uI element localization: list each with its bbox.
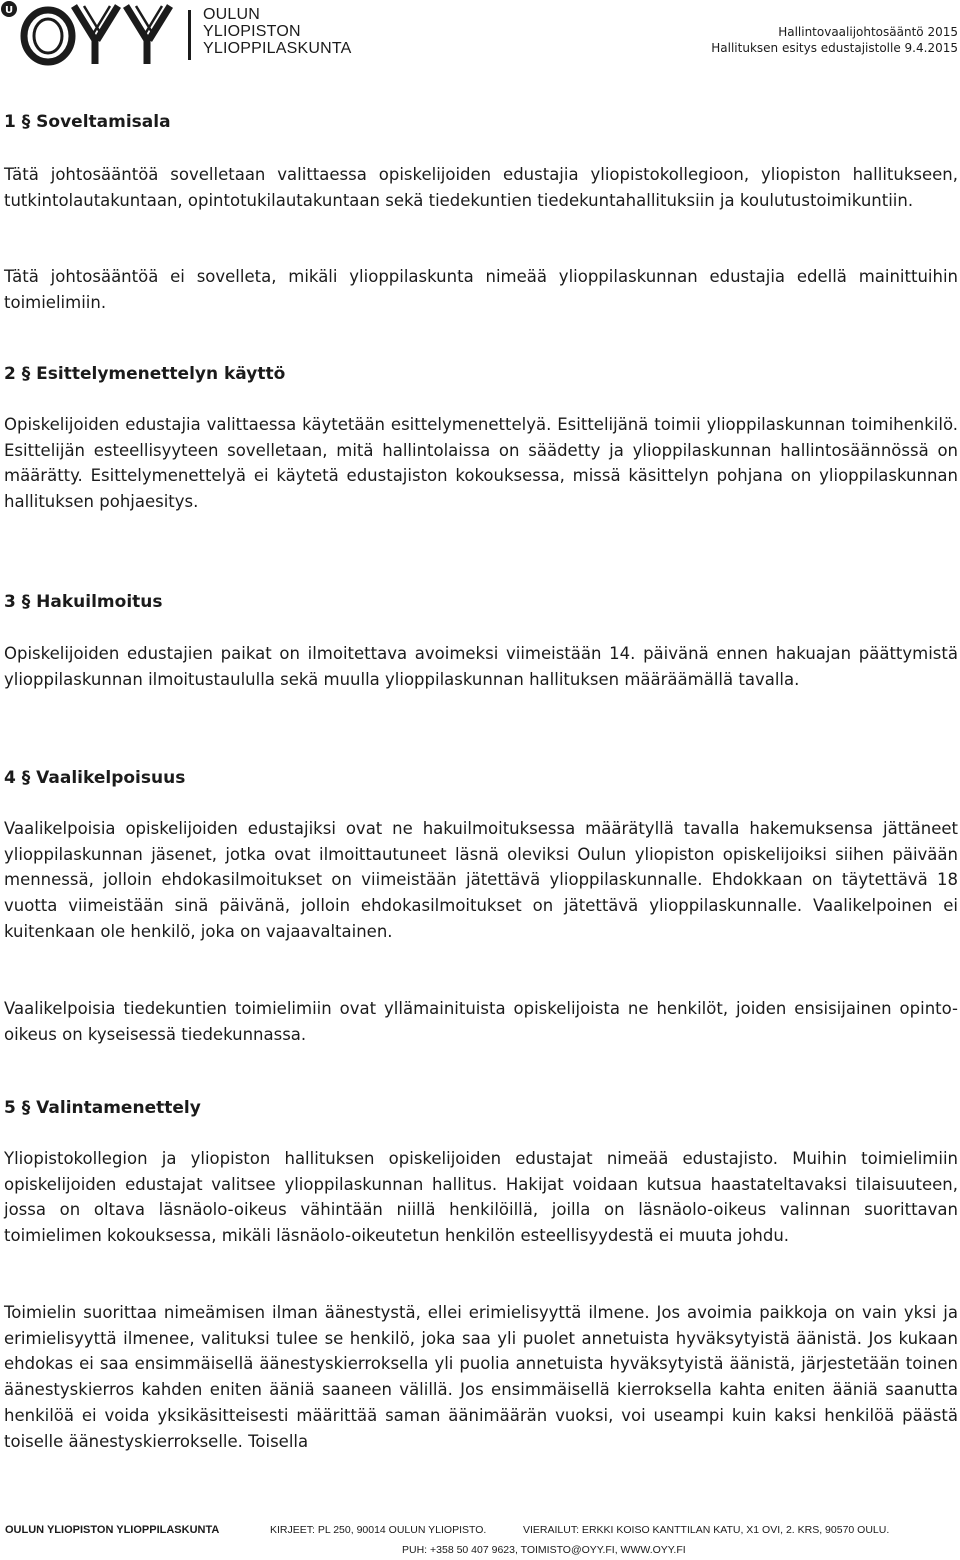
footer-visit-address: VIERAILUT: ERKKI KOISO KANTTILAN KATU, X1 OVI, 2. KRS, 90570 OULU.	[523, 1524, 890, 1536]
section-paragraph: Vaalikelpoisia tiedekuntien toimielimiin ovat yllämainituista opiskelijoista ne henkilöt, joiden ensisijainen opinto-oikeus on kyseisessä tiedekunnassa.	[4, 999, 958, 1044]
section-heading: 3 § Hakuilmoitus	[4, 592, 163, 612]
footer-org: OULUN YLIOPISTON YLIOPPILASKUNTA	[5, 1524, 220, 1536]
section-paragraph: Yliopistokollegion ja yliopiston hallituksen opiskelijoiden edustajat nimeää edustajisto. Muihin toimielimiin opiskelijoiden edustajat valitsee ylioppilaskunnan hallitus. Hakijat voidaan kutsua haastateltavaksi tilaisuuteen, jossa on oltava läsnäolo-oikeus vähintään niillä henkilöillä, joilla on läsnäolo-oikeus valinnan suorittavan toimielimen kokouksessa, mikäli läsnäolo-oikeutetun henkilön esteellisyydestä ei muuta johdu.	[4, 1149, 958, 1246]
section-paragraph: Tätä johtosääntöä sovelletaan valittaessa opiskelijoiden edustajia yliopistokollegioon, yliopiston hallitukseen, tutkintolautakuntaan, opintotukilautakuntaan sekä tiedekuntien tiedekuntahallituksiin ja koulutustoimikuntiin.	[4, 165, 958, 210]
section-heading: 1 § Soveltamisala	[4, 112, 171, 132]
org-name-line: YLIOPISTON	[203, 23, 301, 40]
org-name-line: OULUN	[203, 6, 261, 23]
section-paragraph: Tätä johtosääntöä ei sovelleta, mikäli ylioppilaskunta nimeää ylioppilaskunnan edustajia edellä mainittuihin toimielimiin.	[4, 267, 958, 312]
footer-postal-address: KIRJEET: PL 250, 90014 OULUN YLIOPISTO.	[270, 1524, 487, 1536]
document-title: Hallintovaalijohtosääntö 2015	[778, 25, 958, 39]
page-footer	[0, 1516, 960, 1560]
section-heading: 5 § Valintamenettely	[4, 1098, 201, 1118]
org-name-line: YLIOPPILASKUNTA	[203, 40, 352, 57]
svg-text:U: U	[4, 5, 14, 16]
section-paragraph: Opiskelijoiden edustajia valittaessa käytetään esittelymenettelyä. Esittelijänä toimii ylioppilaskunnan toimihenkilö. Esittelijän esteellisyyteen sovelletaan, mitä hallintolaissa on säädetty ja ylioppilaskunnan hallintosäännössä on määrätty. Esittelymenettelyä ei käytetä edustajiston kokouksessa, missä käsittelyn pohjana on ylioppilaskunnan hallituksen pohjaesitys.	[4, 415, 958, 512]
oyy-logo-icon	[0, 0, 185, 66]
document-meta	[711, 24, 958, 56]
section-heading: 4 § Vaalikelpoisuus	[4, 768, 186, 788]
section-paragraph: Vaalikelpoisia opiskelijoiden edustajiksi ovat ne hakuilmoituksessa määrätyllä tavalla hakemuksensa jättäneet ylioppilaskunnan jäsenet, jotka ovat ilmoittautuneet läsnä oleviksi Oulun yliopiston opiskelijoiksi siihen päivään mennessä, jolloin ehdokasilmoitukset on viimeistään jätettävä ylioppilaskunnalle. Ehdokkaan on täytettävä 18 vuotta viimeistään sinä päivänä, jolloin ehdokasilmoitukset on jätettävä ylioppilaskunnalle. Vaalikelpoinen ei kuitenkaan ole henkilö, joka on vajaavaltainen.	[4, 819, 958, 941]
section-paragraph: Opiskelijoiden edustajien paikat on ilmoitettava avoimeksi viimeistään 14. päivänä ennen hakuajan päättymistä ylioppilaskunnan ilmoitustaululla sekä muulla ylioppilaskunnan hallituksen määräämällä tavalla.	[4, 644, 958, 689]
section-heading: 2 § Esittelymenettelyn käyttö	[4, 364, 286, 384]
footer-contact: PUH: +358 50 407 9623, TOIMISTO@OYY.FI, WWW.OYY.FI	[402, 1544, 686, 1556]
section-paragraph: Toimielin suorittaa nimeämisen ilman äänestystä, ellei erimielisyyttä ilmene. Jos avoimia paikkoja on vain yksi ja erimielisyyttä ilmenee, valituksi tulee se henkilö, joka saa yli puolet annetuista hyväksytyistä äänistä. Jos kukaan ehdokas ei saa ensimmäisellä äänestyskierroksella yli puolia annetuista hyväksytyistä äänistä, järjestetään toinen äänestyskierros kahden eniten ääniä saaneen välillä. Jos ensimmäisellä kierroksella kahta eniten ääniä saanutta henkilöä ei voida yksikäsitteisesti määrittää saman äänimäärän vuoksi, voi useampi kuin kaksi henkilöä päästä toiselle äänestyskierrokselle. Toisella	[4, 1303, 958, 1451]
document-subtitle: Hallituksen esitys edustajistolle 9.4.2015	[711, 41, 958, 55]
page-header	[0, 0, 960, 70]
org-name	[203, 6, 352, 57]
logo-divider	[188, 10, 191, 60]
